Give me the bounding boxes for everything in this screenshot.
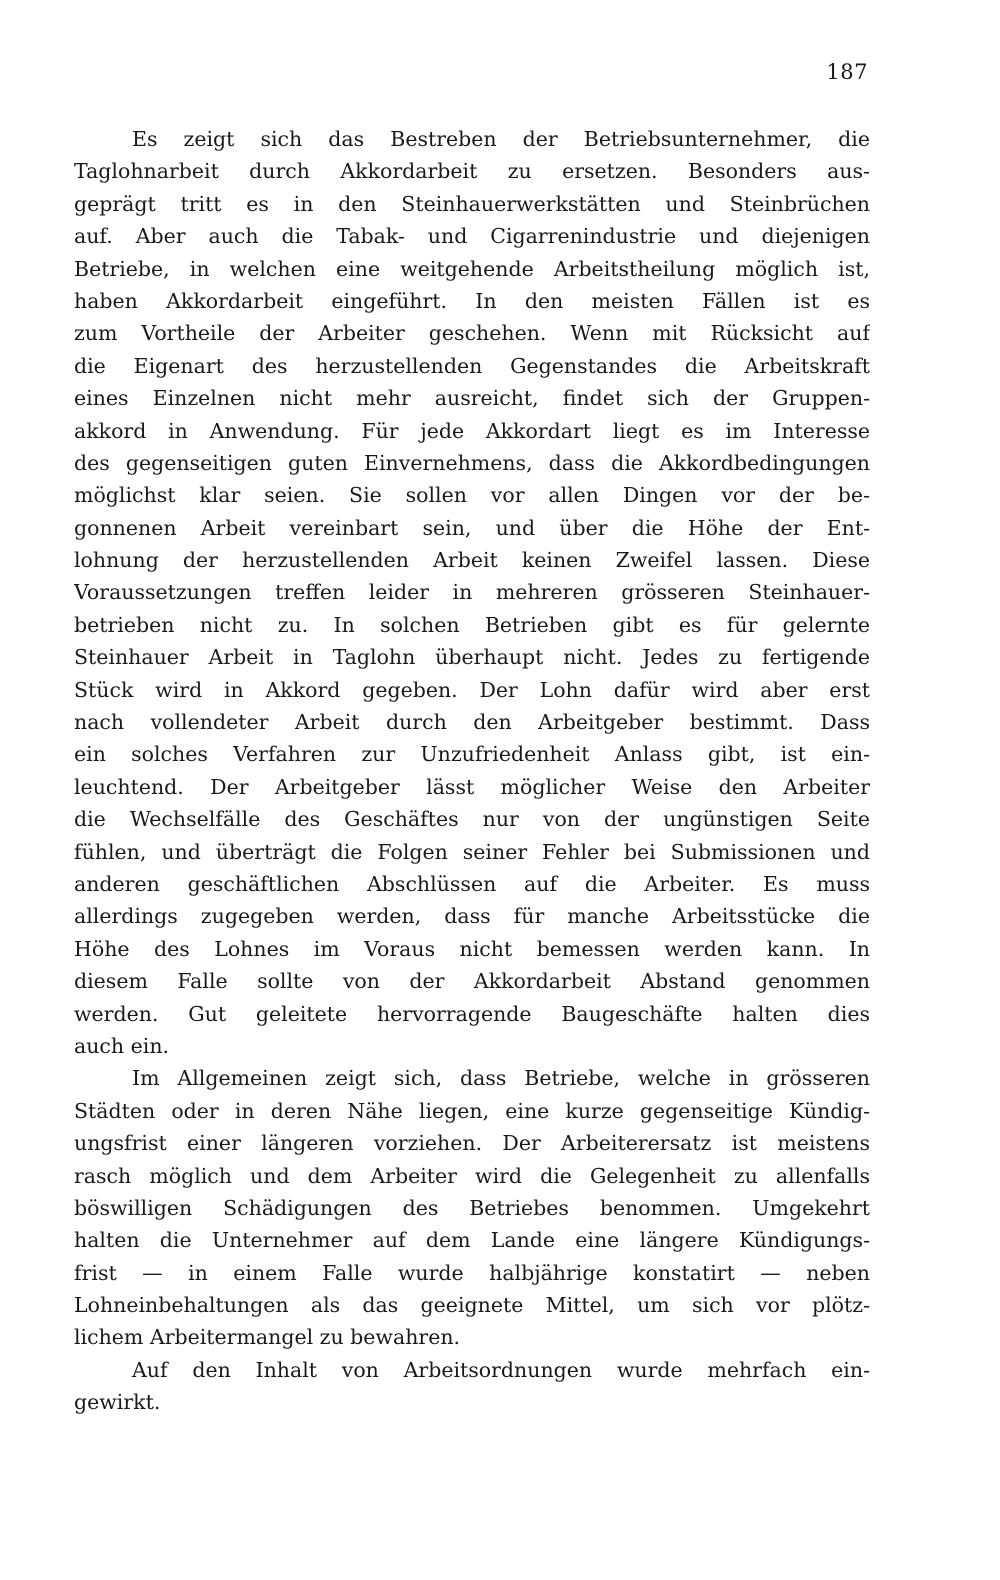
text-line: Lohneinbehaltungen als das geeignete Mittel, um sich vor plötz-: [74, 1293, 870, 1318]
text-line: akkord in Anwendung. Für jede Akkordart liegt es im Interesse: [74, 418, 870, 443]
text-line: nach vollendeter Arbeit durch den Arbeitgeber bestimmt. Dass: [74, 710, 870, 735]
text-line: Höhe des Lohnes im Voraus nicht bemessen werden kann. In: [74, 936, 870, 961]
text-line: Städten oder in deren Nähe liegen, eine kurze gegenseitige Kündig-: [74, 1098, 870, 1123]
text-line: halten die Unternehmer auf dem Lande eine längere Kündigungs-: [74, 1228, 870, 1253]
body-text: [74, 123, 870, 1419]
text-line: eines Einzelnen nicht mehr ausreicht, findet sich der Gruppen-: [74, 386, 870, 411]
text-line: haben Akkordarbeit eingeführt. In den meisten Fällen ist es: [74, 288, 870, 313]
page-number: 187: [826, 60, 868, 84]
text-line: rasch möglich und dem Arbeiter wird die Gelegenheit zu allenfalls: [74, 1163, 870, 1188]
text-line: gewirkt.: [74, 1390, 161, 1415]
text-line: Steinhauer Arbeit in Taglohn überhaupt nicht. Jedes zu fertigende: [74, 645, 870, 670]
text-line: fühlen, und überträgt die Folgen seiner Fehler bei Submissionen und: [74, 839, 870, 864]
text-line: Im Allgemeinen zeigt sich, dass Betriebe, welche in grösseren: [132, 1066, 870, 1091]
text-line: anderen geschäftlichen Abschlüssen auf die Arbeiter. Es muss: [74, 871, 870, 896]
text-line: die Eigenart des herzustellenden Gegenstandes die Arbeitskraft: [74, 353, 870, 378]
text-line: des gegenseitigen guten Einvernehmens, dass die Akkordbedingungen: [74, 450, 870, 475]
text-line: lohnung der herzustellenden Arbeit keinen Zweifel lassen. Diese: [74, 548, 870, 573]
text-line: auch ein.: [74, 1033, 170, 1058]
text-line: diesem Falle sollte von der Akkordarbeit Abstand genommen: [74, 969, 870, 994]
text-line: betrieben nicht zu. In solchen Betrieben gibt es für gelernte: [74, 612, 870, 637]
text-line: Stück wird in Akkord gegeben. Der Lohn dafür wird aber erst: [74, 677, 870, 702]
text-line: frist — in einem Falle wurde halbjährige konstatirt — neben: [74, 1260, 870, 1285]
text-line: böswilligen Schädigungen des Betriebes benommen. Umgekehrt: [74, 1195, 870, 1220]
paragraph: [74, 123, 870, 1062]
text-line: Voraussetzungen treffen leider in mehreren grösseren Steinhauer-: [74, 580, 870, 605]
text-line: leuchtend. Der Arbeitgeber lässt möglicher Weise den Arbeiter: [74, 774, 870, 799]
text-line: möglichst klar seien. Sie sollen vor allen Dingen vor der be-: [74, 483, 870, 508]
text-line: auf. Aber auch die Tabak- und Cigarrenindustrie und diejenigen: [74, 224, 870, 249]
text-line: lichem Arbeitermangel zu bewahren.: [74, 1325, 461, 1350]
text-line: Taglohnarbeit durch Akkordarbeit zu ersetzen. Besonders aus-: [74, 159, 870, 184]
text-line: Betriebe, in welchen eine weitgehende Arbeitstheilung möglich ist,: [74, 256, 870, 281]
text-line: ungsfrist einer längeren vorziehen. Der Arbeiterersatz ist meistens: [74, 1131, 870, 1156]
text-line: gonnenen Arbeit vereinbart sein, und über die Höhe der Ent-: [74, 515, 870, 540]
paragraph: [74, 1062, 870, 1354]
text-line: allerdings zugegeben werden, dass für manche Arbeitsstücke die: [74, 904, 870, 929]
text-line: ein solches Verfahren zur Unzufriedenheit Anlass gibt, ist ein-: [74, 742, 870, 767]
text-line: die Wechselfälle des Geschäftes nur von der ungünstigen Seite: [74, 807, 870, 832]
text-line: Auf den Inhalt von Arbeitsordnungen wurde mehrfach ein-: [132, 1357, 870, 1382]
text-line: geprägt tritt es in den Steinhauerwerkstätten und Steinbrüchen: [74, 191, 870, 216]
text-line: zum Vortheile der Arbeiter geschehen. Wenn mit Rücksicht auf: [74, 321, 870, 346]
text-line: Es zeigt sich das Bestreben der Betriebsunternehmer, die: [132, 127, 870, 151]
text-line: werden. Gut geleitete hervorragende Baugeschäfte halten dies: [74, 1001, 870, 1026]
paragraph: [74, 1354, 870, 1419]
